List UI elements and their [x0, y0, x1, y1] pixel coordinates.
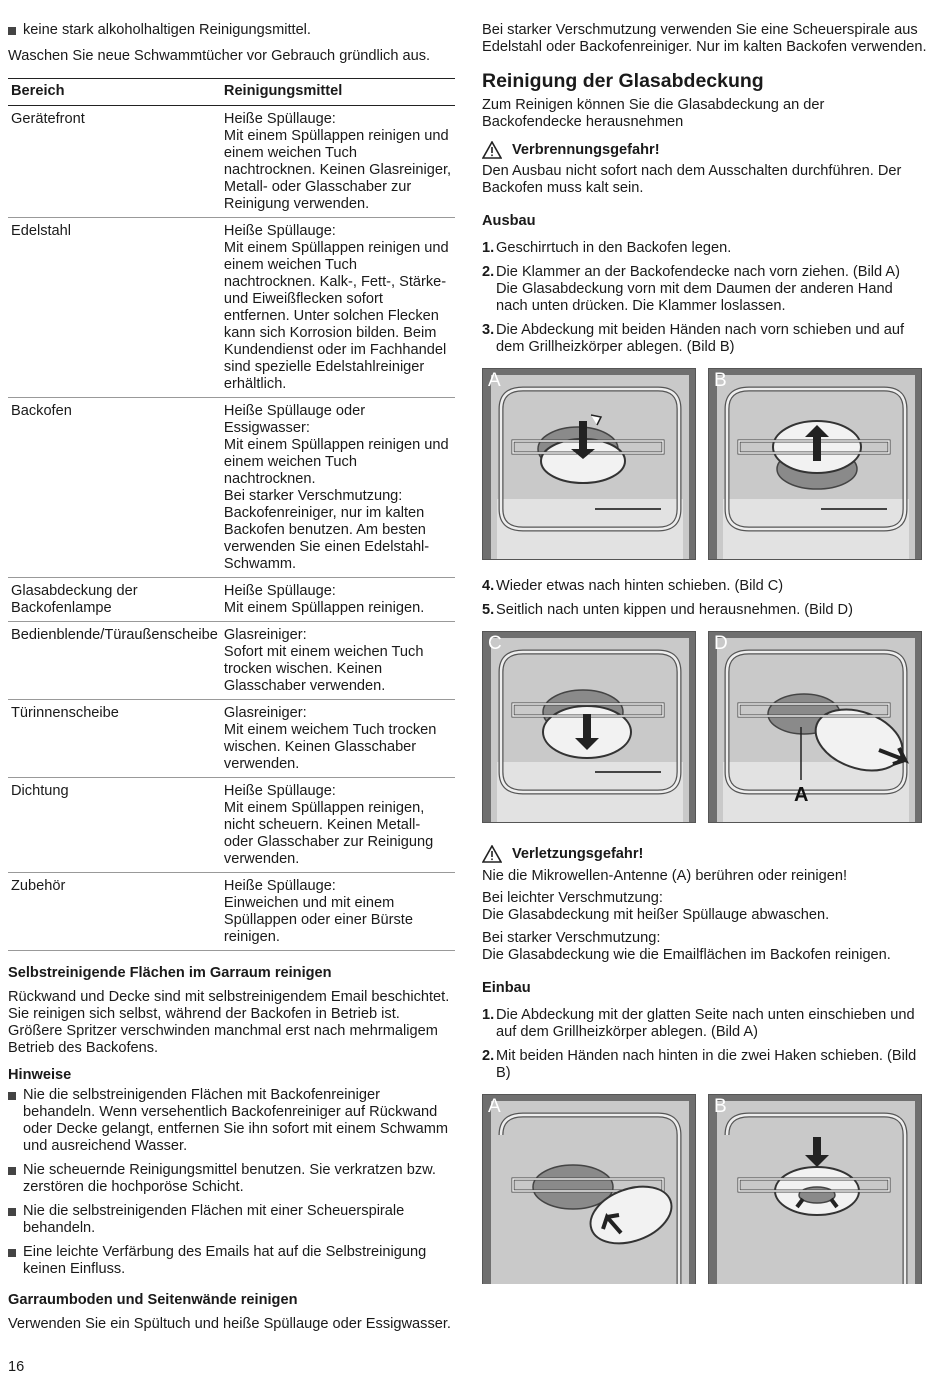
step-item	[482, 1048, 927, 1082]
injury-text: Nie die Mikrowellen-Antenne (A) berühren oder reinigen!	[482, 868, 848, 884]
figure-row-cd	[482, 631, 927, 823]
figure-install-a	[482, 1094, 696, 1284]
figure-install-b	[708, 1094, 922, 1284]
notes-title: Hinweise	[8, 1067, 72, 1083]
list-item: Eine leichte Verfärbung des Emails hat auf die Selbstreinigung keinen Einfluss.	[8, 1244, 455, 1278]
table-row	[8, 778, 455, 873]
figure-row-ab	[482, 368, 927, 560]
table-row	[8, 873, 455, 951]
step-text: Die Abdeckung mit der glatten Seite nach unten einschieben und auf dem Grillheizkörper ablegen. (Bild A)	[496, 1007, 915, 1040]
table-row	[8, 398, 455, 578]
figure-row-install	[482, 1094, 927, 1284]
figure-d-tilt-remove	[708, 631, 922, 823]
table-cell-agent: Heiße Spüllauge: Mit einem Spüllappen reinigen und einem weichen Tuch nachtrocknen. Kalk-, Fett-, Stärke- und Eiweißflecken sofort entfernen. Unter solchen Flecken kann sich Korrosion bilden. Beim Kundendienst oder im Fachhandel sind spezielle Edelstahlreiniger erhältlich.	[221, 218, 455, 398]
table-cell-area: Türinnenscheibe	[8, 700, 221, 778]
install-steps	[482, 1007, 927, 1082]
table-cell-agent: Heiße Spüllauge: Mit einem Spüllappen reinigen und einem weichen Tuch nachtrocknen. Keinen Glasreiniger, Metall- oder Glasschaber zur Reinigung verwenden.	[221, 106, 455, 218]
intro-text: Waschen Sie neue Schwammtücher vor Gebrauch gründlich aus.	[8, 48, 431, 64]
table-cell-agent: Glasreiniger: Sofort mit einem weichen Tuch trocken wischen. Keinen Glasschaber verwenden.	[221, 622, 455, 700]
step-item	[482, 240, 927, 257]
floor-text: Verwenden Sie ein Spültuch und heiße Spüllauge oder Essigwasser.	[8, 1316, 451, 1332]
step-text: Wieder etwas nach hinten schieben. (Bild C)	[496, 578, 784, 594]
table-cell-area: Bedienblende/Türaußenscheibe	[8, 622, 221, 700]
self-clean-title: Selbstreinigende Flächen im Garraum reinigen	[8, 965, 332, 981]
injury-warning: Verletzungsgefahr!	[482, 845, 927, 863]
list-item: Nie scheuernde Reinigungsmittel benutzen. Sie verkratzen bzw. zerstören die hochporöse Schicht.	[8, 1162, 455, 1196]
list-item: keine stark alkoholhaltigen Reinigungsmittel.	[8, 22, 455, 39]
step-number: 2.	[482, 1048, 495, 1064]
cleaning-agent-table	[8, 78, 455, 951]
table-cell-area: Glasabdeckung der Backofenlampe	[8, 578, 221, 622]
step-number: 2.	[482, 264, 495, 280]
step-number: 1.	[482, 1007, 495, 1023]
table-cell-area: Backofen	[8, 398, 221, 578]
table-cell-agent: Heiße Spüllauge: Einweichen und mit einem Spüllappen oder einer Bürste reinigen.	[221, 873, 455, 951]
step-text: Seitlich nach unten kippen und herausnehmen. (Bild D)	[496, 602, 853, 618]
section-intro: Zum Reinigen können Sie die Glasabdeckung an der Backofendecke herausnehmen	[482, 97, 825, 130]
figure-label: A	[488, 1096, 501, 1117]
page-number: 16	[8, 1359, 25, 1375]
step-number: 3.	[482, 322, 495, 338]
warning-icon	[482, 141, 502, 159]
step-text: Geschirrtuch in den Backofen legen.	[496, 240, 732, 256]
self-clean-text: Rückwand und Decke sind mit selbstreinigendem Email beschichtet. Sie reinigen sich selbst, während der Backofen in Betrieb ist. Größere Spritzer verschwinden manchmal erst nach mehrmaligem Betrieb des Backofens.	[8, 989, 450, 1056]
step-text: Mit beiden Händen nach hinten in die zwei Haken schieben. (Bild B)	[496, 1048, 917, 1081]
table-row	[8, 700, 455, 778]
table-row	[8, 218, 455, 398]
figure-b-slide-cover	[708, 368, 922, 560]
bullet-icon	[8, 1167, 16, 1175]
step-item	[482, 322, 927, 356]
removal-steps	[482, 240, 927, 356]
step-text: Die Klammer an der Backofendecke nach vorn ziehen. (Bild A) Die Glasabdeckung vorn mit dem Daumen der anderen Hand nach unten drücken. Die Klammer loslassen.	[496, 264, 900, 314]
step-text: Die Abdeckung mit beiden Händen nach vorn schieben und auf dem Grillheizkörper ablegen. (Bild B)	[496, 322, 905, 355]
step-item	[482, 264, 927, 315]
table-header-area: Bereich	[8, 79, 221, 106]
table-cell-area: Dichtung	[8, 778, 221, 873]
light-dirt-text: Bei leichter Verschmutzung: Die Glasabdeckung mit heißer Spüllauge abwaschen.	[482, 890, 830, 923]
table-cell-agent: Heiße Spüllauge: Mit einem Spüllappen reinigen, nicht scheuern. Keinen Metall- oder Glasschaber zur Reinigung verwenden.	[221, 778, 455, 873]
left-column	[8, 22, 455, 1333]
step-number: 1.	[482, 240, 495, 256]
step-item	[482, 1007, 927, 1041]
figure-label: B	[714, 1096, 727, 1117]
step-item	[482, 578, 927, 595]
step-number: 5.	[482, 602, 495, 618]
figure-label: A	[488, 370, 501, 391]
table-cell-area: Gerätefront	[8, 106, 221, 218]
removal-steps-continued	[482, 578, 927, 619]
bullet-icon	[8, 27, 16, 35]
table-header-agent: Reinigungsmittel	[221, 79, 455, 106]
bullet-icon	[8, 1208, 16, 1216]
figure-label: D	[714, 633, 728, 654]
figure-label: C	[488, 633, 502, 654]
step-item	[482, 602, 927, 619]
table-row	[8, 106, 455, 218]
right-column	[482, 22, 927, 1284]
figure-label: B	[714, 370, 727, 391]
table-cell-agent: Heiße Spüllauge oder Essigwasser: Mit einem Spüllappen reinigen und einem weichen Tuch nachtrocknen. Bei starker Verschmutzung: Backofenreiniger, nur im kalten Backofen benutzen. Am besten verwenden Sie einen Edelstahl-Schwamm.	[221, 398, 455, 578]
figure-a-release-clamp	[482, 368, 696, 560]
antenna-label: A	[794, 784, 809, 806]
install-title: Einbau	[482, 980, 531, 996]
removal-title: Ausbau	[482, 213, 536, 229]
table-cell-agent: Glasreiniger: Mit einem weichem Tuch trocken wischen. Keinen Glasschaber verwenden.	[221, 700, 455, 778]
list-item: Nie die selbstreinigenden Flächen mit Backofenreiniger behandeln. Wenn versehentlich Backofenreiniger auf Rückwand oder Decke gelangt, entfernen Sie ihn sofort mit einem Schwamm und ausreichend Wasser.	[8, 1087, 455, 1155]
section-title: Reinigung der Glasabdeckung	[482, 70, 764, 92]
table-row	[8, 578, 455, 622]
heavy-dirt-text: Bei starker Verschmutzung: Die Glasabdeckung wie die Emailflächen im Backofen reinigen.	[482, 930, 891, 963]
table-cell-area: Edelstahl	[8, 218, 221, 398]
warning-icon	[482, 845, 502, 863]
bullet-icon	[8, 1249, 16, 1257]
burn-warning: Verbrennungsgefahr!	[482, 141, 927, 159]
bullet-icon	[8, 1092, 16, 1100]
table-cell-area: Zubehör	[8, 873, 221, 951]
figure-c-push-back	[482, 631, 696, 823]
table-row	[8, 622, 455, 700]
table-cell-agent: Heiße Spüllauge: Mit einem Spüllappen reinigen.	[221, 578, 455, 622]
notes-list	[8, 1087, 455, 1278]
list-item: Nie die selbstreinigenden Flächen mit einer Scheuerspirale behandeln.	[8, 1203, 455, 1237]
right-intro-text: Bei starker Verschmutzung verwenden Sie eine Scheuerspirale aus Edelstahl oder Backofenreiniger. Nur im kalten Backofen verwenden.	[482, 22, 927, 55]
burn-text: Den Ausbau nicht sofort nach dem Ausschalten durchführen. Der Backofen muss kalt sein.	[482, 163, 902, 196]
floor-title: Garraumboden und Seitenwände reinigen	[8, 1292, 298, 1308]
step-number: 4.	[482, 578, 495, 594]
